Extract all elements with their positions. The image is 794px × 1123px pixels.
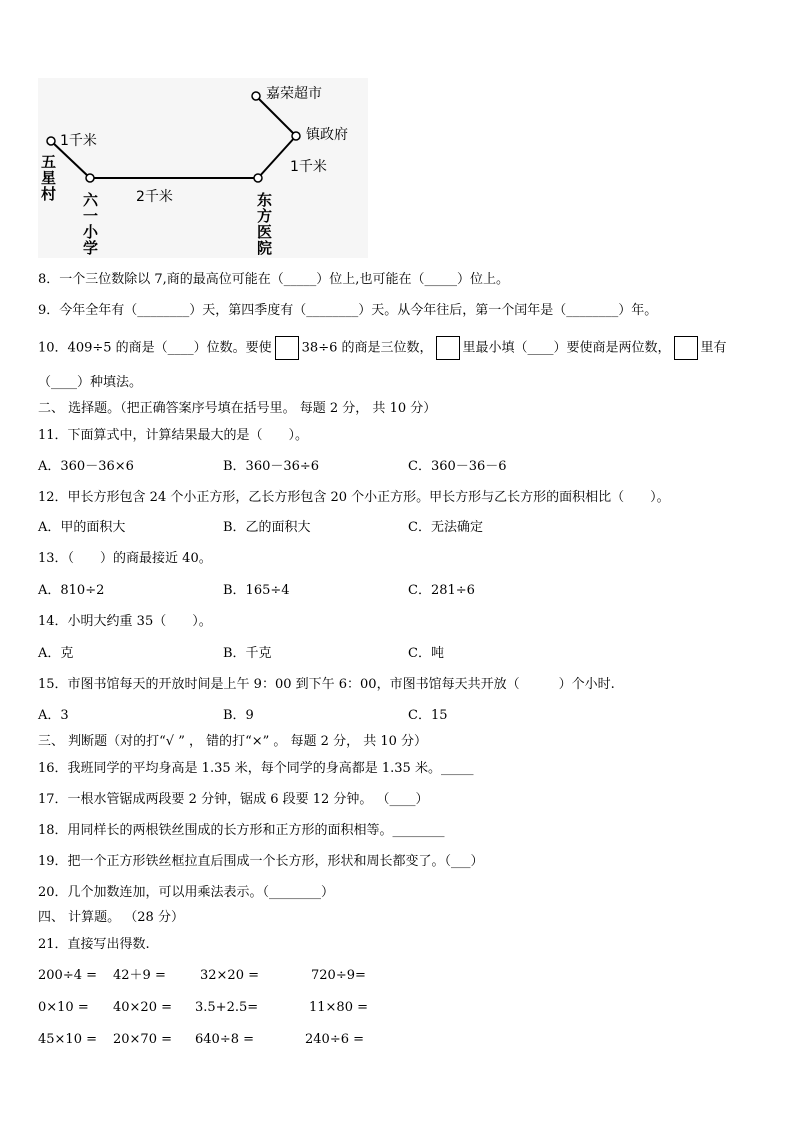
blank-box-3[interactable] — [674, 336, 698, 360]
q11-option-a[interactable]: A．360－36×6 — [38, 459, 134, 474]
section-4-heading: 四、 计算题。 （28 分） — [38, 910, 184, 925]
label-distance-1km-left: 1千米 — [60, 133, 97, 149]
question-15: 15．市图书馆每天的开放时间是上午 9：00 到下午 6：00，市图书馆每天共开放（ ）个小时. — [38, 677, 615, 692]
calc-item: 40×20 = — [113, 1000, 173, 1015]
calc-item: 720÷9= — [311, 968, 366, 983]
question-12: 12．甲长方形包含 24 个小正方形，乙长方形包含 20 个小正方形。甲长方形与乙长方形的面积相比（ ）。 — [38, 490, 670, 505]
q13-option-b[interactable]: B．165÷4 — [223, 583, 290, 598]
question-11: 11．下面算式中，计算结果最大的是（ ）。 — [38, 428, 309, 443]
calc-item: 200÷4 = — [38, 968, 98, 983]
calc-item: 45×10 = — [38, 1032, 98, 1047]
point-zhenzhengfu — [292, 132, 300, 140]
point-jiarong — [252, 92, 260, 100]
q15-option-a[interactable]: A．3 — [38, 708, 69, 723]
question-14-options — [38, 645, 738, 663]
question-8: 8．一个三位数除以 7,商的最高位可能在（_____）位上,也可能在（_____）位上。 — [38, 272, 509, 287]
calc-item: 11×80 = — [309, 1000, 369, 1015]
q13-option-a[interactable]: A．810÷2 — [38, 583, 105, 598]
question-14: 14．小明大约重 35（ ）。 — [38, 614, 212, 629]
label-zhenzhengfu: 镇政府 — [306, 127, 348, 143]
q10-part3: 里最小填（____）要使商是两位数， — [462, 340, 671, 356]
q15-option-c[interactable]: C．15 — [408, 708, 448, 723]
question-20: 20．几个加数连加，可以用乘法表示。（________） — [38, 885, 335, 900]
q15-option-b[interactable]: B．9 — [223, 708, 254, 723]
route-map-figure — [38, 78, 368, 258]
question-19: 19．把一个正方形铁丝框拉直后围成一个长方形，形状和周长都变了。（___） — [38, 854, 484, 869]
calc-item: 3.5+2.5= — [195, 1000, 259, 1015]
question-9: 9．今年全年有（________）天，第四季度有（________）天。从今年往后，第一个闰年是（________）年。 — [38, 303, 658, 318]
q12-option-b[interactable]: B．乙的面积大 — [223, 520, 311, 535]
calc-item: 640÷8 = — [195, 1032, 255, 1047]
calc-item: 20×70 = — [113, 1032, 173, 1047]
question-10 — [38, 336, 727, 361]
label-jiarong: 嘉荣超市 — [266, 86, 322, 102]
point-liuyi — [86, 174, 94, 182]
point-wuxing — [47, 137, 55, 145]
question-13: 13．（ ）的商最接近 40。 — [38, 551, 212, 566]
q13-option-c[interactable]: C．281÷6 — [408, 583, 475, 598]
question-17: 17．一根水管锯成两段要 2 分钟，锯成 6 段要 12 分钟。 （____） — [38, 792, 429, 807]
q12-option-a[interactable]: A．甲的面积大 — [38, 520, 126, 535]
question-16: 16．我班同学的平均身高是 1.35 米，每个同学的身高都是 1.35 米。_____ — [38, 761, 474, 776]
q11-option-c[interactable]: C．360－36－6 — [408, 459, 507, 474]
question-21: 21．直接写出得数. — [38, 937, 150, 952]
label-liuyi: 六一小学 — [81, 192, 99, 256]
q10-part2: 38÷6 的商是三位数， — [301, 340, 433, 356]
question-13-options — [38, 582, 738, 600]
label-wuxing: 五星村 — [39, 154, 57, 202]
label-distance-1km-right: 1千米 — [290, 159, 327, 175]
q10-part1: 10．409÷5 的商是（____）位数。要使 — [38, 340, 272, 356]
question-18: 18．用同样长的两根铁丝围成的长方形和正方形的面积相等。________ — [38, 823, 445, 838]
q14-option-b[interactable]: B．千克 — [223, 646, 272, 661]
label-distance-2km: 2千米 — [136, 189, 173, 205]
calc-item: 240÷6 = — [305, 1032, 365, 1047]
q14-option-c[interactable]: C．吨 — [408, 646, 444, 661]
blank-box-2[interactable] — [436, 336, 460, 360]
q10-part4: 里有 — [700, 340, 727, 356]
q12-option-c[interactable]: C．无法确定 — [408, 520, 483, 535]
q14-option-a[interactable]: A．克 — [38, 646, 74, 661]
section-3-heading: 三、 判断题（对的打“√ ” ， 错的打“×” 。 每题 2 分， 共 10 分） — [38, 734, 428, 749]
label-dongfang: 东方医院 — [255, 192, 273, 256]
question-11-options — [38, 458, 738, 476]
question-15-options — [38, 707, 738, 725]
calc-item: 32×20 = — [200, 968, 260, 983]
q11-option-b[interactable]: B．360－36÷6 — [223, 459, 320, 474]
question-10-line2: （____）种填法。 — [38, 375, 143, 390]
point-dongfang — [254, 174, 262, 182]
blank-box-1[interactable] — [275, 336, 299, 360]
calc-item: 0×10 = — [38, 1000, 89, 1015]
section-2-heading: 二、 选择题。（把正确答案序号填在括号里。 每题 2 分， 共 10 分） — [38, 401, 437, 416]
question-12-options — [38, 519, 738, 537]
calc-item: 42＋9 = — [113, 968, 166, 983]
